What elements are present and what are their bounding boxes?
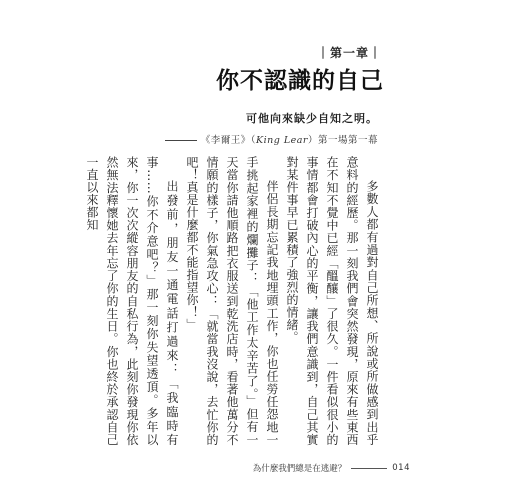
chapter-bar-left: ｜ (316, 46, 330, 60)
chapter-label (317, 44, 382, 61)
running-title: 為什麼我們總是在逃避？ (252, 464, 347, 474)
chapter-title: 你不認識的自己 (216, 68, 384, 94)
epigraph-source-prefix: 《李爾王》（ (200, 135, 256, 146)
chapter-bar-right: ｜ (368, 46, 382, 60)
page-number: 014 (392, 463, 410, 473)
epigraph-quote: 可他向來缺少自知之明。 (246, 112, 378, 125)
paragraph: 多數人都有過對自己所想、所說或所做感到出乎意料的經歷。那一刻我們會突然發現，原來有些東西在不知不覺中已經「醞釀」了很久。一件看似很小的事情都會打破內心的平衡，讓我們意識到，自己其實對某件事早已累積了強烈的情緒。 (285, 156, 379, 446)
body-text (85, 156, 382, 446)
chapter-number: 第一章 (329, 46, 369, 60)
epigraph-source-title-en: King Lear (255, 135, 308, 146)
epigraph-source-suffix: ）第一場第一幕 (307, 135, 378, 146)
paragraph: 伴侶長期忘記我地埋頭工作，你也任勞任怨地一手挑起家裡的爛攤子：「他工作太辛苦了。」但有一天當你請他順路把衣服送到乾洗店時，看著他萬分不情願的樣子，你氣急攻心：「就當我沒說，去忙你的吧！真是什麼都不能指望你！」 (185, 156, 279, 446)
epigraph-dash (165, 140, 197, 141)
paragraph: 出發前，朋友一通電話打過來：「我臨時有事……你不介意吧？」那一刻你失望透頂。多年以來，你一次次縱容朋友的自私行為，此刻你發現你依然無法釋懷她去年忘了你的生日。你也終於承認自己一直以來都知 (85, 156, 179, 446)
footer-rule (351, 468, 387, 469)
page-footer (253, 462, 410, 474)
epigraph-source (165, 132, 378, 146)
